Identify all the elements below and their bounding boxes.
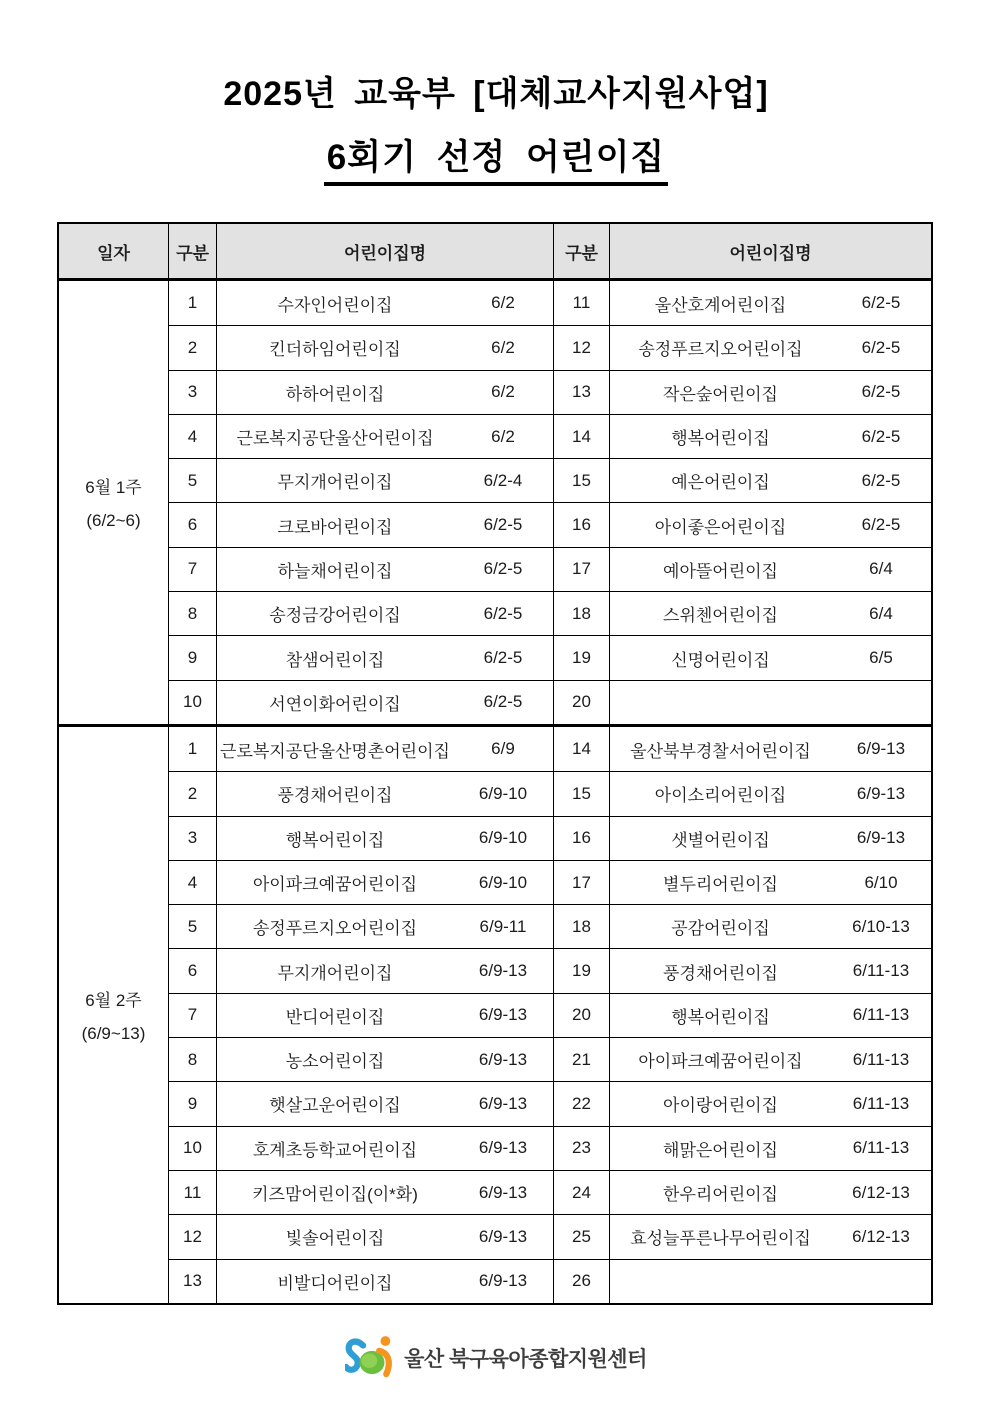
- row-number: 18: [554, 592, 610, 635]
- daycare-name: 행복어린이집: [671, 1007, 770, 1027]
- table-header-row: [59, 224, 931, 281]
- daycare-name: 스위첸어린이집: [663, 606, 778, 626]
- row-number: 12: [169, 1215, 217, 1258]
- daycare-date: 6/2-5: [861, 426, 901, 446]
- table-row: [169, 1126, 931, 1170]
- row-number: 6: [169, 949, 217, 992]
- daycare-name: 아이파크예꿈어린이집: [252, 875, 418, 894]
- daycare-date: 6/2-5: [483, 515, 523, 535]
- daycare-name-cell: [610, 326, 931, 369]
- header-name: 어린이집명: [217, 224, 554, 278]
- row-number: 1: [169, 727, 217, 771]
- row-number: 13: [554, 371, 610, 414]
- daycare-date: 6/9-13: [478, 1271, 528, 1291]
- daycare-name: 아이소리어린이집: [654, 786, 787, 806]
- daycare-name: 반디어린이집: [285, 1007, 385, 1027]
- table-row: [169, 948, 931, 992]
- row-number: 18: [554, 905, 610, 948]
- daycare-name-cell: [217, 772, 554, 815]
- week-range-text: (6/9~13): [81, 1023, 146, 1043]
- daycare-name-cell: [217, 371, 554, 414]
- daycare-name-cell: [217, 949, 554, 992]
- row-number: 23: [554, 1127, 610, 1170]
- daycare-date: 6/9-13: [478, 1093, 528, 1113]
- daycare-name-cell: [610, 861, 931, 904]
- daycare-name: 호계초등학교어린이집: [252, 1140, 418, 1160]
- daycare-date: 6/4: [869, 603, 893, 623]
- daycare-date: 6/9-13: [856, 783, 906, 803]
- daycare-date: 6/2-5: [861, 470, 901, 490]
- daycare-name: 송정푸르지오어린이집: [638, 340, 803, 360]
- daycare-name-cell: [610, 817, 931, 860]
- daycare-name: 무지개어린이집: [277, 473, 393, 493]
- daycare-name-cell: [217, 281, 554, 325]
- daycare-date: 6/9-13: [478, 1049, 528, 1069]
- row-number: 3: [169, 371, 217, 414]
- header-date: 일자: [59, 224, 169, 278]
- daycare-name-cell: [217, 1038, 554, 1081]
- daycare-name: 공감어린이집: [671, 919, 770, 939]
- daycare-date: 6/9-11: [479, 916, 527, 936]
- week-label-text: 6월 2주: [85, 990, 142, 1010]
- row-number: 16: [554, 817, 610, 860]
- daycare-name: 풍경채어린이집: [663, 963, 778, 983]
- table-row: [169, 1214, 931, 1258]
- daycare-date: 6/9-13: [856, 828, 906, 848]
- daycare-name: 예은어린이집: [671, 473, 770, 493]
- daycare-name-cell: [217, 905, 554, 948]
- daycare-name: 예아뜰어린이집: [663, 561, 778, 581]
- daycare-name-cell: [610, 592, 931, 635]
- daycare-name: 송정금강어린이집: [269, 606, 401, 626]
- row-number: 13: [169, 1260, 217, 1303]
- table-row: [169, 370, 931, 414]
- daycare-name-cell: [217, 415, 554, 458]
- table-row: [169, 993, 931, 1037]
- row-number: 3: [169, 817, 217, 860]
- daycare-name-cell: [610, 636, 931, 679]
- center-logo-icon: [345, 1333, 399, 1383]
- row-number: 10: [169, 1127, 217, 1170]
- row-number: 4: [169, 861, 217, 904]
- week-rows: [169, 281, 931, 724]
- daycare-date: 6/11-13: [852, 1093, 910, 1113]
- row-number: 20: [554, 994, 610, 1037]
- daycare-date: 6/2-5: [861, 515, 901, 535]
- row-number: 11: [554, 281, 610, 325]
- row-number: 6: [169, 503, 217, 546]
- daycare-name-cell: [217, 636, 554, 679]
- week-section: [59, 281, 931, 724]
- table-row: [169, 771, 931, 815]
- daycare-name: 무지개어린이집: [277, 963, 393, 983]
- table-row: [169, 325, 931, 369]
- row-number: 12: [554, 326, 610, 369]
- row-number: 9: [169, 1082, 217, 1125]
- daycare-date: 6/2-5: [483, 603, 523, 623]
- daycare-date: 6/9-10: [478, 783, 528, 803]
- daycare-name-cell: [217, 994, 554, 1037]
- table-row: [169, 591, 931, 635]
- daycare-name-cell: [217, 1171, 554, 1214]
- daycare-name-cell: [217, 459, 554, 502]
- daycare-name-cell: [217, 1215, 554, 1258]
- daycare-name: 햇살고운어린이집: [269, 1096, 401, 1116]
- daycare-date: 6/9-13: [856, 739, 906, 759]
- daycare-name-cell: [217, 1082, 554, 1125]
- table-row: [169, 1259, 931, 1303]
- daycare-name-cell: [610, 281, 931, 325]
- daycare-date: 6/4: [869, 559, 893, 579]
- daycare-name: 하늘채어린이집: [277, 561, 393, 581]
- week-label-text: 6월 1주: [85, 478, 142, 498]
- daycare-date: 6/11-13: [852, 1005, 910, 1025]
- daycare-name: 하하어린이집: [285, 384, 385, 404]
- daycare-date: 6/11-13: [852, 961, 910, 981]
- daycare-name-cell: [610, 994, 931, 1037]
- document-title: 2025년 교육부 [대체교사지원사업]: [223, 75, 769, 113]
- daycare-name-cell: [610, 1082, 931, 1125]
- daycare-name: 작은숲어린이집: [663, 384, 778, 404]
- daycare-date: 6/5: [869, 648, 893, 668]
- row-number: 7: [169, 548, 217, 591]
- table-row: [169, 281, 931, 325]
- daycare-name: 농소어린이집: [285, 1052, 385, 1072]
- table-row: [169, 816, 931, 860]
- daycare-date: 6/12-13: [852, 1182, 910, 1202]
- daycare-table: [57, 222, 933, 1305]
- table-row: [169, 1081, 931, 1125]
- document-subtitle: [0, 130, 992, 180]
- daycare-name-cell: [610, 727, 931, 771]
- table-body: [59, 281, 931, 1303]
- row-number: 9: [169, 636, 217, 679]
- row-number: 19: [554, 636, 610, 679]
- week-rows: [169, 727, 931, 1303]
- week-range-text: (6/2~6): [86, 511, 141, 531]
- row-number: 14: [554, 415, 610, 458]
- row-number: 24: [554, 1171, 610, 1214]
- daycare-date: 6/9-10: [478, 872, 528, 892]
- row-number: 19: [554, 949, 610, 992]
- daycare-name: 참샘어린이집: [285, 650, 385, 670]
- row-number: 25: [554, 1215, 610, 1258]
- daycare-date: 6/2-5: [483, 559, 523, 579]
- daycare-date: 6/9-13: [478, 1005, 528, 1025]
- daycare-name-cell: [610, 772, 931, 815]
- row-number: 2: [169, 772, 217, 815]
- daycare-date: 6/2: [491, 382, 515, 402]
- daycare-name: 해맑은어린이집: [663, 1140, 778, 1160]
- row-number: 8: [169, 592, 217, 635]
- header-name2: 어린이집명: [729, 243, 812, 263]
- daycare-name: 행복어린이집: [671, 429, 770, 449]
- daycare-name: 신명어린이집: [671, 650, 770, 670]
- daycare-name: 아이랑어린이집: [663, 1096, 778, 1116]
- daycare-name: 서연이화어린이집: [269, 694, 401, 714]
- table-row: [169, 680, 931, 724]
- daycare-name: 풍경채어린이집: [277, 786, 393, 806]
- table-row: [169, 635, 931, 679]
- table-row: [169, 904, 931, 948]
- daycare-name-cell: [217, 592, 554, 635]
- daycare-name: 킨더하임어린이집: [269, 340, 401, 360]
- daycare-name-cell: [610, 949, 931, 992]
- daycare-date: 6/2-4: [483, 470, 523, 490]
- daycare-name: 비발디어린이집: [277, 1273, 393, 1293]
- daycare-date: 6/11-13: [852, 1049, 910, 1069]
- daycare-name-cell: [610, 681, 931, 724]
- table-row: [169, 1170, 931, 1214]
- daycare-date: 6/9-13: [478, 1226, 528, 1246]
- daycare-name-cell: [610, 415, 931, 458]
- daycare-date: 6/2: [491, 293, 515, 313]
- footer: [0, 1333, 992, 1383]
- daycare-name-cell: [610, 1127, 931, 1170]
- row-number: 5: [169, 459, 217, 502]
- row-number: 11: [169, 1171, 217, 1214]
- daycare-name-cell: [217, 1127, 554, 1170]
- week-date-cell: [59, 727, 169, 1303]
- row-number: 4: [169, 415, 217, 458]
- daycare-name: 별두리어린이집: [663, 875, 778, 894]
- daycare-name-cell: [217, 1260, 554, 1303]
- row-number: 7: [169, 994, 217, 1037]
- daycare-name-cell: [610, 503, 931, 546]
- table-row: [169, 860, 931, 904]
- daycare-name-cell: [217, 326, 554, 369]
- row-number: 17: [554, 548, 610, 591]
- daycare-date: 6/11-13: [852, 1138, 910, 1158]
- daycare-name-cell: [610, 371, 931, 414]
- week-section: [59, 724, 931, 1303]
- header-category: 구분: [169, 224, 217, 278]
- daycare-name-cell: [217, 817, 554, 860]
- row-number: 15: [554, 459, 610, 502]
- daycare-name: 크로바어린이집: [277, 517, 393, 537]
- row-number: 8: [169, 1038, 217, 1081]
- row-number: 16: [554, 503, 610, 546]
- subtitle-text: 6회기 선정 어린이집: [324, 138, 668, 186]
- daycare-date: 6/2: [491, 426, 515, 446]
- daycare-name-cell: [217, 548, 554, 591]
- table-row: [169, 1037, 931, 1081]
- daycare-date: 6/2: [491, 337, 515, 357]
- daycare-name: 수자인어린이집: [277, 295, 393, 315]
- daycare-name-cell: [610, 1260, 931, 1303]
- daycare-name: 효성늘푸른나무어린이집: [630, 1229, 811, 1249]
- daycare-date: 6/9-13: [478, 1138, 528, 1158]
- daycare-name: 근로복지공단울산명촌어린이집: [220, 741, 450, 761]
- daycare-name-cell: [610, 1171, 931, 1214]
- row-number: 22: [554, 1082, 610, 1125]
- daycare-name: 한우리어린이집: [663, 1185, 778, 1205]
- daycare-name: 아이좋은어린이집: [654, 517, 787, 537]
- table-row: [169, 458, 931, 502]
- row-number: 5: [169, 905, 217, 948]
- daycare-name: 행복어린이집: [285, 830, 385, 850]
- center-name: 울산 북구육아종합지원센터: [404, 1348, 647, 1371]
- daycare-name: 빛솔어린이집: [285, 1229, 385, 1249]
- row-number: 20: [554, 681, 610, 724]
- daycare-date: 6/2-5: [861, 293, 901, 313]
- row-number: 26: [554, 1260, 610, 1303]
- daycare-name: 아이파크예꿈어린이집: [638, 1052, 803, 1072]
- table-row: [169, 547, 931, 591]
- daycare-name: 키즈맘어린이집(이*화): [252, 1185, 418, 1205]
- row-number: 21: [554, 1038, 610, 1081]
- daycare-date: 6/10: [864, 872, 898, 892]
- daycare-name: 샛별어린이집: [671, 830, 770, 850]
- row-number: 2: [169, 326, 217, 369]
- daycare-date: 6/10-13: [852, 916, 910, 936]
- daycare-name-cell: [610, 1215, 931, 1258]
- daycare-date: 6/9-13: [478, 1182, 528, 1202]
- daycare-name-cell: [610, 905, 931, 948]
- daycare-name-cell: [610, 1038, 931, 1081]
- daycare-name-cell: [217, 681, 554, 724]
- header-category2: 구분: [554, 224, 610, 278]
- row-number: 17: [554, 861, 610, 904]
- daycare-date: 6/9: [491, 739, 515, 759]
- table-row: [169, 727, 931, 771]
- row-number: 10: [169, 681, 217, 724]
- daycare-date: 6/9-13: [478, 961, 528, 981]
- row-number: 15: [554, 772, 610, 815]
- row-number: 1: [169, 281, 217, 325]
- daycare-date: 6/2-5: [483, 648, 523, 668]
- week-date-cell: [59, 281, 169, 724]
- daycare-date: 6/2-5: [483, 692, 523, 712]
- daycare-date: 6/12-13: [852, 1226, 910, 1246]
- daycare-name: 근로복지공단울산어린이집: [236, 429, 434, 449]
- daycare-name: 송정푸르지오어린이집: [252, 919, 418, 939]
- daycare-date: 6/2-5: [861, 382, 901, 402]
- daycare-name-cell: [217, 861, 554, 904]
- daycare-name: 울산호계어린이집: [654, 295, 787, 315]
- row-number: 14: [554, 727, 610, 771]
- daycare-name-cell: [217, 727, 554, 771]
- daycare-name: 울산북부경찰서어린이집: [630, 741, 811, 761]
- daycare-name-cell: [610, 459, 931, 502]
- daycare-name-cell: [610, 548, 931, 591]
- table-row: [169, 502, 931, 546]
- table-row: [169, 414, 931, 458]
- daycare-name-cell: [217, 503, 554, 546]
- daycare-date: 6/2-5: [861, 337, 901, 357]
- daycare-date: 6/9-10: [478, 828, 528, 848]
